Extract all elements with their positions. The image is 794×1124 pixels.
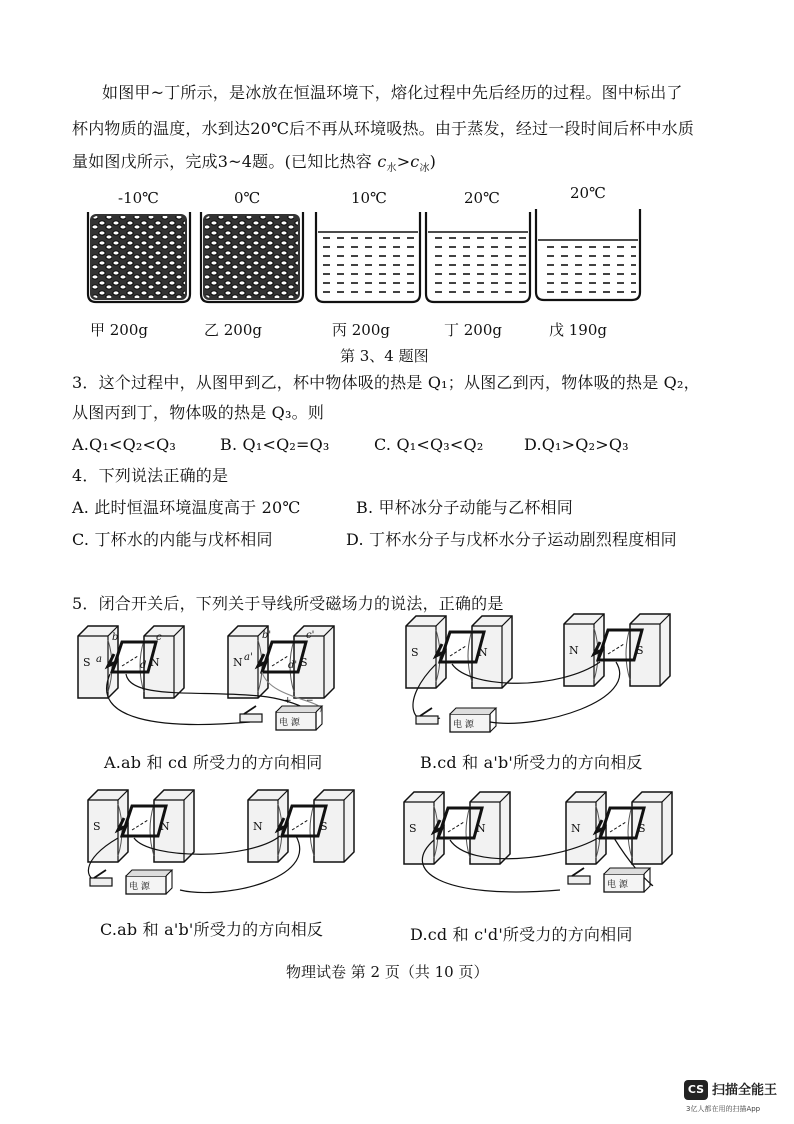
- pole-a-right-s: S: [300, 656, 308, 669]
- q3-option-b: B. Q₁<Q₂=Q₃: [220, 435, 330, 454]
- q4-stem: 4．下列说法正确的是: [72, 466, 229, 485]
- greater-than: >: [396, 152, 411, 171]
- q3-option-a: A.Q₁<Q₂<Q₃: [72, 435, 177, 454]
- battery-a-plus: +: [284, 696, 292, 706]
- battery-a-minus: −: [306, 696, 314, 706]
- q5-option-a: A.ab 和 cd 所受力的方向相同: [104, 753, 323, 772]
- q3-line-1: 3．这个过程中，从图甲到乙，杯中物体吸的热是 Q₁；从图乙到丙，物体吸的热是 Q₂，: [72, 373, 700, 392]
- pole-b-left-n: N: [478, 646, 488, 659]
- battery-a-label: 电 源: [279, 718, 300, 728]
- intro-line-2: 杯内物质的温度，水到达20℃后不再从环境吸热。由于蒸发，经过一段时间后杯中水质: [72, 119, 695, 138]
- wire-label-c-prime: c': [306, 630, 315, 641]
- pole-d-left-s: S: [409, 822, 417, 835]
- pole-a-right-n: N: [233, 656, 243, 669]
- q4-option-d: D. 丁杯水分子与戊杯水分子运动剧烈程度相同: [346, 530, 677, 549]
- cup-temp-wu: 20℃: [570, 184, 606, 202]
- cup-temp-ding: 20℃: [464, 189, 500, 207]
- diagram-d: [404, 792, 672, 892]
- cup-label-wu: 戊 190g: [549, 321, 608, 339]
- q3-option-c: C. Q₁<Q₃<Q₂: [374, 435, 484, 454]
- wire-label-a-prime: a': [244, 652, 253, 663]
- intro-line-3-text: 量如图戊所示，完成3~4题。(已知比热容: [72, 152, 373, 171]
- battery-d-label: 电 源: [607, 880, 628, 890]
- pole-c-right-n: N: [253, 820, 263, 833]
- battery-c-label: 电 源: [129, 882, 150, 892]
- cup-label-bing: 丙 200g: [332, 321, 391, 339]
- battery-b-label: 电 源: [453, 720, 474, 730]
- cup-temp-yi: 0℃: [234, 189, 261, 207]
- q4-option-a: A. 此时恒温环境温度高于 20℃: [72, 498, 301, 517]
- q5-option-b: B.cd 和 a'b'所受力的方向相反: [420, 753, 643, 772]
- wire-label-b: b: [112, 632, 119, 643]
- wire-label-a: a: [96, 654, 102, 665]
- intro-close-paren: ): [429, 152, 437, 171]
- q3-option-d: D.Q₁>Q₂>Q₃: [524, 435, 629, 454]
- pole-a-left-n: N: [150, 656, 160, 669]
- diagram-b: [406, 614, 670, 732]
- wire-label-d: d: [140, 660, 147, 671]
- pole-b-right-s: S: [636, 644, 644, 657]
- pole-a-left-s: S: [83, 656, 91, 669]
- wire-label-b-prime: b': [262, 630, 272, 641]
- camscanner-logo-icon: CS: [684, 1080, 708, 1100]
- camscanner-tagline: 3亿人都在用的扫描App: [686, 1105, 761, 1113]
- q4-option-b: B. 甲杯冰分子动能与乙杯相同: [356, 498, 573, 517]
- c-ice-symbol: c: [410, 152, 420, 171]
- q3-line-2: 从图丙到丁，物体吸的热是 Q₃。则: [72, 403, 325, 422]
- cup-temp-jia: -10℃: [118, 189, 159, 207]
- pole-d-right-s: S: [638, 822, 646, 835]
- wire-label-c: c: [156, 632, 162, 643]
- pole-b-left-s: S: [411, 646, 419, 659]
- camscanner-name: 扫描全能王: [712, 1083, 778, 1098]
- intro-line-1: 如图甲~丁所示，是冰放在恒温环境下，熔化过程中先后经历的过程。图中标出了: [102, 83, 683, 102]
- q5-option-d: D.cd 和 c'd'所受力的方向相同: [410, 925, 633, 944]
- q4-option-c: C. 丁杯水的内能与戊杯相同: [72, 530, 273, 549]
- c-ice-subscript: 冰: [419, 163, 430, 175]
- c-water-symbol: c: [377, 152, 387, 171]
- q5-stem: 5．闭合开关后，下列关于导线所受磁场力的说法，正确的是: [72, 594, 504, 613]
- cup-label-yi: 乙 200g: [204, 321, 263, 339]
- pole-d-left-n: N: [476, 822, 486, 835]
- pole-c-left-s: S: [93, 820, 101, 833]
- pole-c-right-s: S: [320, 820, 328, 833]
- diagram-c: [88, 790, 354, 894]
- wire-label-d-prime: d': [288, 660, 298, 671]
- cup-label-jia: 甲 200g: [90, 321, 149, 339]
- pole-d-right-n: N: [571, 822, 581, 835]
- c-water-subscript: 水: [386, 163, 397, 175]
- q5-option-c: C.ab 和 a'b'所受力的方向相反: [100, 920, 324, 939]
- cup-label-ding: 丁 200g: [444, 321, 503, 339]
- pole-c-left-n: N: [160, 820, 170, 833]
- page-footer: 物理试卷 第 2 页（共 10 页）: [286, 963, 489, 981]
- cup-temp-bing: 10℃: [351, 189, 387, 207]
- pole-b-right-n: N: [569, 644, 579, 657]
- figure-caption: 第 3、4 题图: [340, 347, 429, 365]
